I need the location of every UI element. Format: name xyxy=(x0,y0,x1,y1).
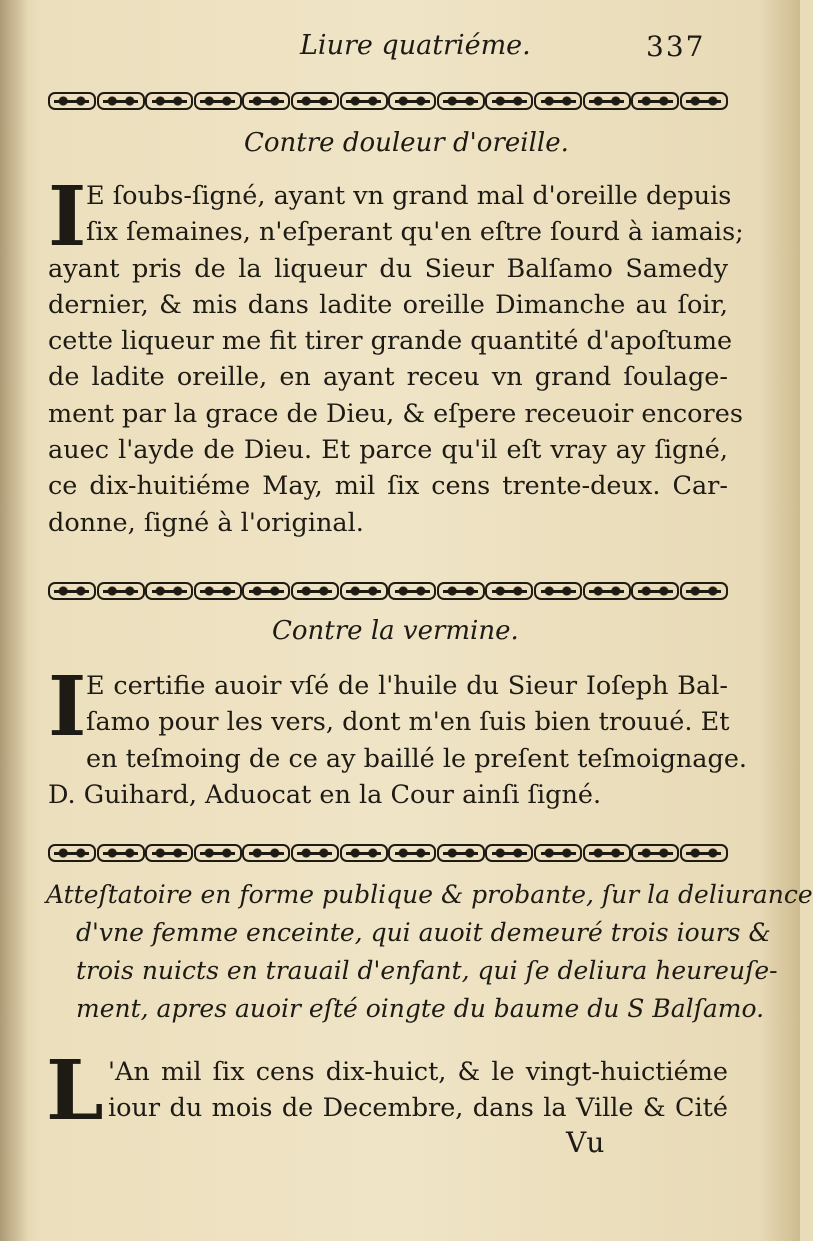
text-line: ſamo pour les vers, dont m'en ſuis bien trouué. Et xyxy=(86,707,730,738)
running-head-title: Liure quatriéme. xyxy=(300,30,531,61)
text-line: E certifie auoir vſé de l'huile du Sieur Ioſeph Bal- xyxy=(86,671,728,701)
text-line: auec l'ayde de Dieu. Et parce qu'il eſt vray ay ſigné, xyxy=(48,435,728,466)
text-line: ment par la grace de Dieu, & eſpere receuoir encores xyxy=(48,398,743,429)
text-line: en teſmoing de ce ay baillé le preſent teſmoignage. xyxy=(86,743,748,774)
running-head xyxy=(0,30,800,70)
text-line: ayant pris de la liqueur du Sieur Balſamo Samedy xyxy=(48,253,728,284)
page-number: 337 xyxy=(646,30,706,63)
paragraph xyxy=(48,659,748,813)
drop-cap: L xyxy=(46,1043,104,1139)
text-line: ſix ſemaines, n'eſperant qu'en eſtre ſourd à iamais; xyxy=(86,217,744,248)
text-line: de ladite oreille, en ayant receu vn grand ſoulage- xyxy=(48,362,728,393)
rubric-line: trois nuicts en trauail d'enfant, qui ſe deliura heureuſe- xyxy=(76,956,778,985)
rubric xyxy=(46,876,813,1028)
text-line: cette liqueur me fit tirer grande quantité d'apoſtume xyxy=(48,326,733,357)
paragraph xyxy=(48,1054,728,1127)
section-heading: Contre douleur d'oreille. xyxy=(244,128,569,158)
drop-cap: I xyxy=(48,659,87,755)
catchword: Vu xyxy=(566,1126,607,1159)
text-line: 'An mil ſix cens dix-huict, & le vingt-huictiéme xyxy=(108,1057,728,1087)
text-line: donne, ſigné à l'original. xyxy=(48,507,364,538)
text-line: E ſoubs-ſigné, ayant vn grand mal d'oreille depuis xyxy=(86,181,732,211)
drop-cap: I xyxy=(48,169,87,265)
rubric-line: d'vne femme enceinte, qui auoit demeuré trois iours & xyxy=(76,918,771,947)
paragraph xyxy=(48,169,744,541)
rubric-line: ment, apres auoir eſté oingte du baume du S Balſamo. xyxy=(76,994,765,1023)
ornament-band xyxy=(48,90,728,112)
text-line: D. Guihard, Aduocat en la Cour ainſi ſigné. xyxy=(48,779,602,810)
text-line: ce dix-huitiéme May, mil ſix cens trente-deux. Car- xyxy=(48,471,728,502)
text-line: dernier, & mis dans ladite oreille Dimanche au ſoir, xyxy=(48,289,728,320)
text-line: iour du mois de Decembre, dans la Ville & Cité xyxy=(108,1093,728,1124)
rubric-line: Atteſtatoire en forme publique & probante, ſur la deliurance xyxy=(46,880,813,909)
ornament-band xyxy=(48,580,728,602)
ornament-band xyxy=(48,842,728,864)
binding-shadow xyxy=(0,0,28,1241)
section-heading: Contre la vermine. xyxy=(272,616,519,646)
